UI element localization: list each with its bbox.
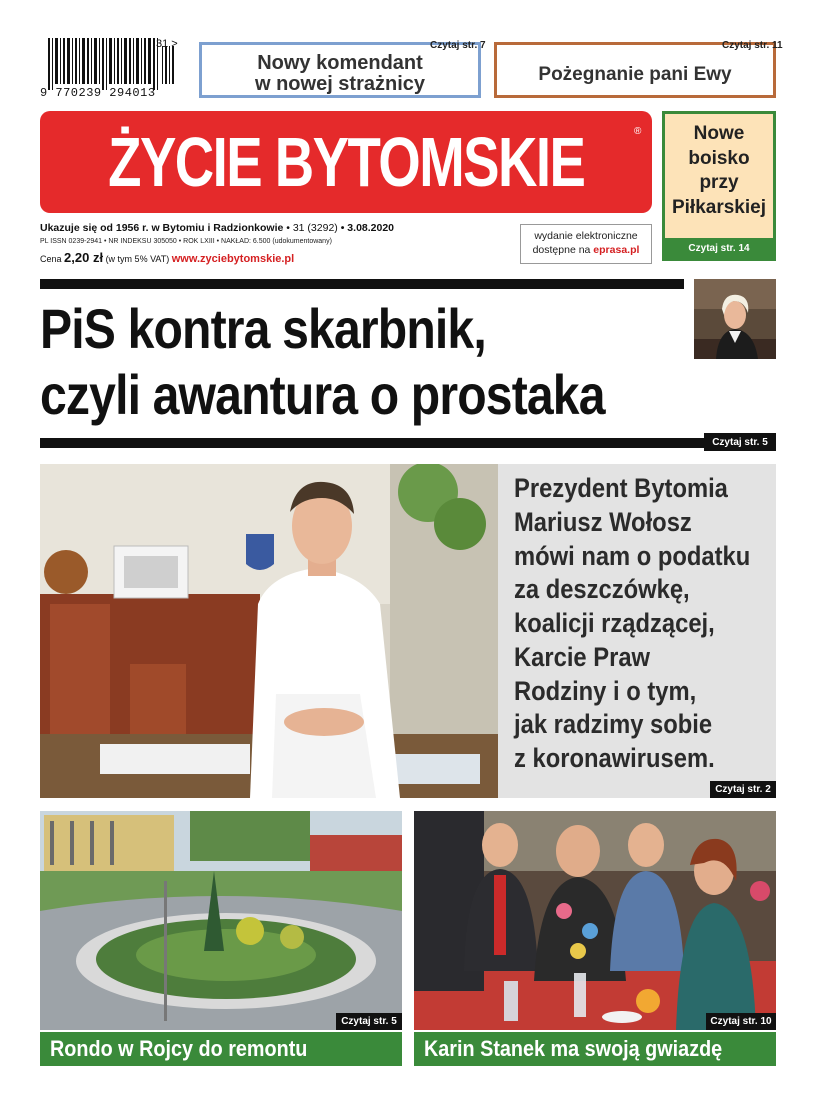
eprasa-box[interactable]: wydanie elektroniczne dostępne na eprasa.pl (520, 224, 652, 264)
barcode-digits: 9 770239 294013 (40, 86, 156, 100)
headline-rule-top (40, 279, 684, 289)
headline-rule-bottom (40, 438, 704, 448)
roundabout-read-link[interactable]: Czytaj str. 5 (336, 1013, 402, 1030)
president-photo (40, 464, 498, 798)
main-story-panel[interactable] (498, 464, 776, 798)
main-headline[interactable]: PiS kontra skarbnik, czyli awantura o prostaka (40, 297, 605, 427)
roundabout-photo (40, 811, 402, 1030)
registered-mark: ® (634, 126, 642, 137)
issue-code: 31 > (156, 38, 178, 50)
teaser-boisko-read-link[interactable]: Czytaj str. 14 (665, 238, 773, 258)
teaser-boisko-title: Nowe boisko przy Piłkarskiej (671, 123, 767, 219)
karin-stanek-caption[interactable]: Karin Stanek ma swoją gwiazdę (414, 1032, 776, 1066)
masthead (40, 111, 652, 213)
karin-stanek-read-link[interactable]: Czytaj str. 10 (706, 1013, 776, 1030)
councilwoman-photo (694, 279, 776, 359)
karin-stanek-photo (414, 811, 776, 1030)
teaser-komendant-read-link[interactable]: Czytaj str. 7 (430, 40, 486, 51)
price-info: Cena 2,20 zł (w tym 5% VAT) www.zyciebytomskie.pl (40, 250, 295, 265)
website-link[interactable]: www.zyciebytomskie.pl (171, 253, 295, 265)
publication-info: Ukazuje się od 1956 r. w Bytomiu i Radzionkowie • 31 (3292) • 3.08.2020 (40, 222, 395, 234)
teaser-pozegnanie-read-link[interactable]: Czytaj str. 11 (722, 40, 783, 51)
main-story-text: Prezydent Bytomia Mariusz Wołosz mówi nam o podatku za deszczówkę, koalicji rządzącej, Karcie Praw Rodziny i o tym, jak radzimy sobie z koronawirusem. (514, 473, 751, 773)
teaser-boisko[interactable] (662, 111, 776, 261)
roundabout-caption[interactable]: Rondo w Rojcy do remontu (40, 1032, 402, 1066)
masthead-title: ŻYCIE BYTOMSKIE (107, 123, 585, 201)
issn-info: PL ISSN 0239-2941 • NR INDEKSU 305050 • ROK LXIII • NAKŁAD: 6.500 (udokumentowany) (40, 238, 332, 245)
teaser-komendant-title: Nowy komendant w nowej strażnicy (254, 52, 426, 95)
teaser-pozegnanie-title: Pożegnanie pani Ewy (538, 64, 732, 86)
headline-read-link[interactable]: Czytaj str. 5 (704, 433, 776, 451)
main-story-read-link[interactable]: Czytaj str. 2 (710, 781, 776, 798)
